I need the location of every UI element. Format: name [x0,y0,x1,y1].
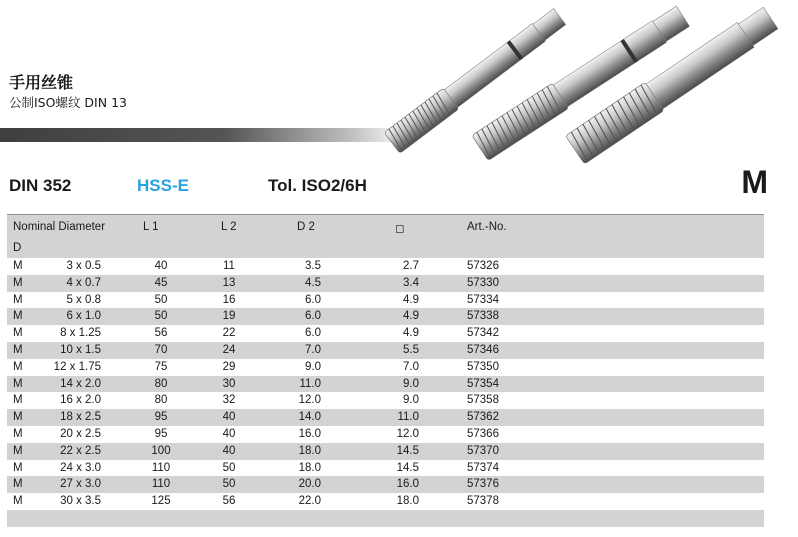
table-row [7,476,764,493]
cell-m: M [13,478,23,491]
cell-d2: 20.0 [298,478,321,491]
cell-art: 57378 [467,495,499,508]
header-nominal-sub: D [13,242,22,254]
cell-dia: 4 x 0.7 [66,276,101,289]
cell-l1: 80 [154,394,168,407]
table-row [7,409,764,426]
table-row [7,275,764,292]
cell-sq: 14.5 [396,461,419,474]
cell-art: 57346 [467,343,499,356]
header-l1: L 1 [143,221,159,233]
table-row [7,359,764,376]
cell-l2: 32 [222,394,236,407]
cell-art: 57358 [467,394,499,407]
cell-art: 57366 [467,427,499,440]
table-row [7,292,764,309]
cell-art: 57376 [467,478,499,491]
cell-l2: 50 [222,478,236,491]
cell-sq: 16.0 [396,478,419,491]
cell-l2: 22 [222,327,236,340]
cell-dia: 24 x 3.0 [60,461,101,474]
cell-dia: 16 x 2.0 [60,394,101,407]
cell-l1: 95 [154,411,168,424]
cell-dia: 3 x 0.5 [66,260,101,272]
page-subtitle: 公制ISO螺纹 DIN 13 [9,95,127,110]
cell-sq: 9.0 [403,377,419,390]
cell-d2: 16.0 [298,427,321,440]
material-label: HSS-E [137,176,189,195]
cell-art: 57342 [467,327,499,340]
cell-art: 57374 [467,461,499,474]
cell-l2: 56 [222,495,236,508]
table-row [7,443,764,460]
cell-m: M [13,411,23,424]
cell-m: M [13,293,23,306]
header-art-no: Art.-No. [467,221,507,233]
table-row [7,426,764,443]
page-title: 手用丝锥 [9,73,74,92]
cell-d2: 7.0 [305,343,321,356]
cell-l1: 56 [154,327,168,340]
cell-d2: 4.5 [305,276,321,289]
hand-taps-image [370,0,798,175]
cell-dia: 8 x 1.25 [60,327,101,340]
thread-type-label: M [741,164,768,200]
cell-sq: 12.0 [396,427,419,440]
cell-l1: 80 [154,377,168,390]
cell-art: 57338 [467,310,499,323]
cell-d2: 14.0 [298,411,321,424]
cell-l2: 29 [222,360,236,373]
table-row [7,392,764,409]
cell-dia: 14 x 2.0 [60,377,101,390]
square-icon: ◻ [395,223,405,235]
header-gradient-bar [0,128,410,142]
cell-dia: 12 x 1.75 [53,360,101,373]
tolerance-label: Tol. ISO2/6H [268,176,367,195]
cell-l2: 40 [222,444,236,457]
cell-d2: 18.0 [298,444,321,457]
cell-art: 57370 [467,444,499,457]
standard-label: DIN 352 [9,176,72,195]
cell-art: 57362 [467,411,499,424]
header-d2: D 2 [297,221,315,233]
cell-m: M [13,444,23,457]
cell-m: M [13,377,23,390]
table-row [7,342,764,359]
cell-art: 57334 [467,293,499,306]
cell-l1: 110 [151,461,171,474]
cell-m: M [13,461,23,474]
cell-d2: 6.0 [305,293,321,306]
table-row [7,325,764,342]
cell-m: M [13,360,23,373]
cell-l2: 40 [222,427,236,440]
cell-sq: 9.0 [403,394,419,407]
cell-sq: 4.9 [403,310,419,323]
cell-d2: 11.0 [299,377,321,390]
cell-dia: 20 x 2.5 [60,427,101,440]
cell-m: M [13,394,23,407]
cell-m: M [13,327,23,340]
cell-d2: 3.5 [305,260,321,272]
table-row [7,460,764,477]
cell-l2: 19 [222,310,236,323]
cell-l1: 95 [154,427,168,440]
table-footer-bar [7,510,764,527]
cell-sq: 18.0 [396,495,419,508]
cell-l2: 16 [222,293,236,306]
table-row [7,376,764,393]
cell-d2: 12.0 [298,394,321,407]
cell-dia: 5 x 0.8 [66,293,101,306]
cell-dia: 6 x 1.0 [66,310,101,323]
cell-sq: 14.5 [396,444,419,457]
cell-m: M [13,276,23,289]
cell-m: M [13,427,23,440]
cell-art: 57330 [467,276,499,289]
table-row [7,493,764,510]
header-nominal-diameter: Nominal Diameter [13,221,106,233]
cell-l1: 110 [151,478,171,491]
table-body [7,258,764,510]
cell-m: M [13,310,23,323]
cell-l2: 13 [222,276,236,289]
cell-d2: 18.0 [298,461,321,474]
specification-table [7,214,764,527]
cell-l1: 50 [154,293,168,306]
cell-m: M [13,343,23,356]
cell-dia: 18 x 2.5 [60,411,101,424]
cell-dia: 27 x 3.0 [60,478,101,491]
cell-l2: 50 [222,461,236,474]
cell-l1: 125 [151,495,171,508]
cell-l1: 70 [154,343,168,356]
cell-d2: 22.0 [298,495,321,508]
cell-art: 57350 [467,360,499,373]
cell-sq: 4.9 [403,327,419,340]
cell-dia: 10 x 1.5 [60,343,101,356]
cell-d2: 6.0 [305,310,321,323]
table-header [7,214,764,258]
cell-l1: 75 [154,360,168,373]
cell-art: 57354 [467,377,499,390]
header-l2: L 2 [221,221,237,233]
cell-l1: 50 [154,310,168,323]
cell-m: M [13,260,23,272]
table-row [7,258,764,275]
cell-art: 57326 [467,260,499,272]
cell-d2: 9.0 [305,360,321,373]
cell-sq: 11.0 [397,411,419,424]
cell-sq: 7.0 [403,360,419,373]
cell-l1: 40 [154,260,168,272]
cell-sq: 4.9 [403,293,419,306]
cell-l2: 30 [222,377,236,390]
cell-sq: 2.7 [403,260,419,272]
cell-l2: 11 [223,260,235,272]
cell-d2: 6.0 [305,327,321,340]
cell-l2: 40 [222,411,236,424]
cell-dia: 22 x 2.5 [60,444,101,457]
cell-m: M [13,495,23,508]
cell-sq: 5.5 [403,343,419,356]
cell-sq: 3.4 [403,276,419,289]
cell-dia: 30 x 3.5 [60,495,101,508]
table-row [7,308,764,325]
cell-l1: 100 [151,444,171,457]
cell-l1: 45 [154,276,168,289]
cell-l2: 24 [222,343,236,356]
